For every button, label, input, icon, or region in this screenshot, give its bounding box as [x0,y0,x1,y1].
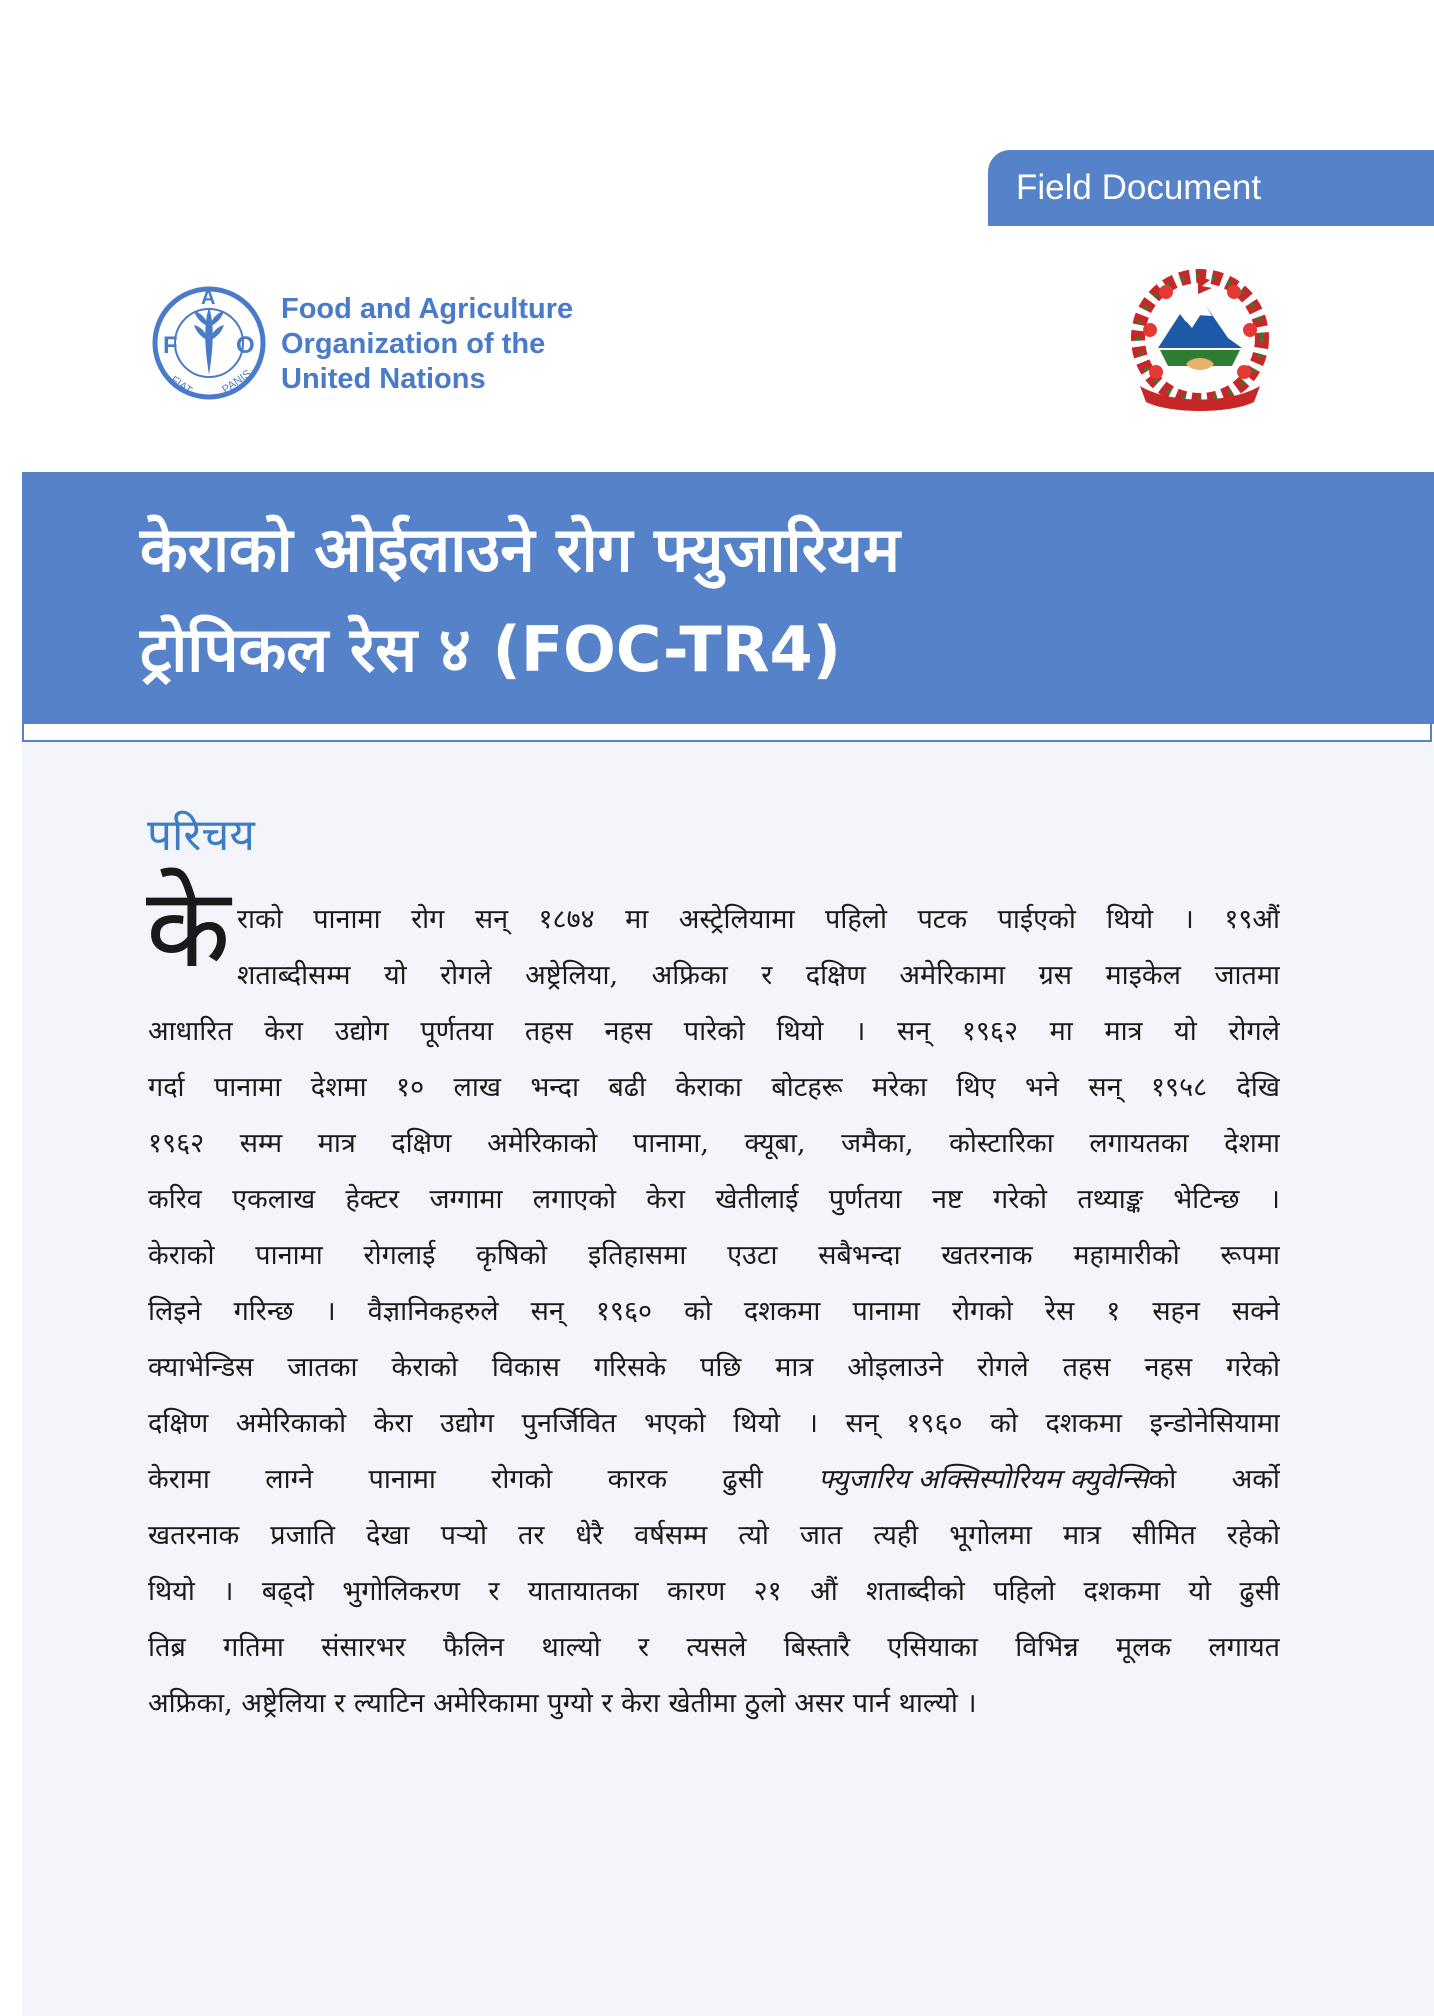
nepal-government-emblem-icon [1120,268,1280,418]
line-word: रोगको [491,1464,553,1495]
document-title [140,500,1400,700]
fao-letter-f: F [163,332,178,359]
species-name [818,1452,1176,1508]
fao-letter-o: O [236,332,255,359]
paragraph-line: आधारित केरा उद्योग पूर्णतया तहस नहस पारेको थियो । सन् १९६२ मा मात्र यो रोगले [148,1016,1280,1047]
paragraph-line: केराको पानामा रोगलाई कृषिको इतिहासमा एउटा सबैभन्दा खतरनाक महामारीको रूपमा [148,1240,1280,1271]
line-word: केरामा [148,1464,210,1495]
fao-motto-panis: PANIS [220,367,254,397]
paragraph-line: लिइने गरिन्छ । वैज्ञानिकहरुले सन् १९६० को दशकमा पानामा रोगको रेस १ सहन सक्ने [148,1296,1280,1327]
line-word: अर्को [1231,1464,1280,1495]
species-suffix: को [1148,1464,1177,1495]
title-line-1: केराको ओईलाउने रोग फ्युजारियम [140,513,900,586]
paragraph-line: १९६२ सम्म मात्र दक्षिण अमेरिकाको पानामा, क्यूबा, जमैका, कोस्टारिका लगायतका देशमा [148,1128,1280,1159]
line-word: लाग्ने [265,1464,314,1495]
paragraph-line: राको पानामा रोग सन् १८७४ मा अस्ट्रेलियामा पहिलो पटक पाईएको थियो । १९औं [237,904,1280,935]
title-underline-rule [22,724,1432,742]
fao-name-line-1: Food and Agriculture [281,293,574,325]
paragraph-line: करिव एकलाख हेक्टर जग्गामा लगाएको केरा खेतीलाई पुर्णतया नष्ट गरेको तथ्याङ्क भेटिन्छ । [148,1184,1280,1215]
species-name-italic: फ्युजारिय अक्सिस्पोरियम क्युवेन्सि [818,1464,1149,1495]
paragraph-line: तिब्र गतिमा संसारभर फैलिन थाल्यो र त्यसले बिस्तारै एसियाका विभिन्न मूलक लगायत [148,1632,1280,1663]
paragraph-line: गर्दा पानामा देशमा १० लाख भन्दा बढी केराका बोटहरू मरेका थिए भने सन् १९५८ देखि [148,1072,1280,1103]
paragraph-line: शताब्दीसम्म यो रोगले अष्ट्रेलिया, अफ्रिका र दक्षिण अमेरिकामा ग्रस माइकेल जातमा [237,960,1280,991]
paragraph-line-last: अफ्रिका, अष्ट्रेलिया र ल्याटिन अमेरिकामा पुग्यो र केरा खेतीमा ठुलो असर पार्न थाल्यो । [148,1688,977,1719]
title-line-2: ट्रोपिकल रेस ४ (FOC-TR4) [140,613,841,686]
paragraph-line: दक्षिण अमेरिकाको केरा उद्योग पुनर्जिवित भएको थियो । सन् १९६० को दशकमा इन्डोनेसियामा [148,1408,1280,1439]
fao-name-line-3: United Nations [281,363,486,395]
paragraph-line: खतरनाक प्रजाति देखा पर्‍यो तर धेरै वर्षसम्म त्यो जात त्यही भूगोलमा मात्र सीमित रहेको [148,1520,1280,1551]
drop-cap: के [146,864,231,992]
fao-name-line-2: Organization of the [281,328,546,360]
fao-organization-name [281,292,573,397]
paragraph-line: क्याभेन्डिस जातका केराको विकास गरिसके पछि मात्र ओइलाउने रोगले तहस नहस गरेको [148,1352,1280,1383]
fao-letter-a: A [201,287,216,309]
line-word: कारक [607,1464,668,1495]
field-document-tab: Field Document [988,150,1434,226]
fao-motto-fiat: FIAT [168,373,195,397]
fao-emblem-logo [150,283,268,405]
paragraph-line-with-species [148,1452,1280,1508]
line-word: ढुसी [722,1464,763,1495]
section-heading-introduction: परिचय [147,810,255,861]
line-word: पानामा [368,1464,436,1495]
paragraph-line: थियो । बढ्दो भुगोलिकरण र यातायातका कारण २१ औं शताब्दीको पहिलो दशकमा यो ढुसी [148,1576,1280,1607]
